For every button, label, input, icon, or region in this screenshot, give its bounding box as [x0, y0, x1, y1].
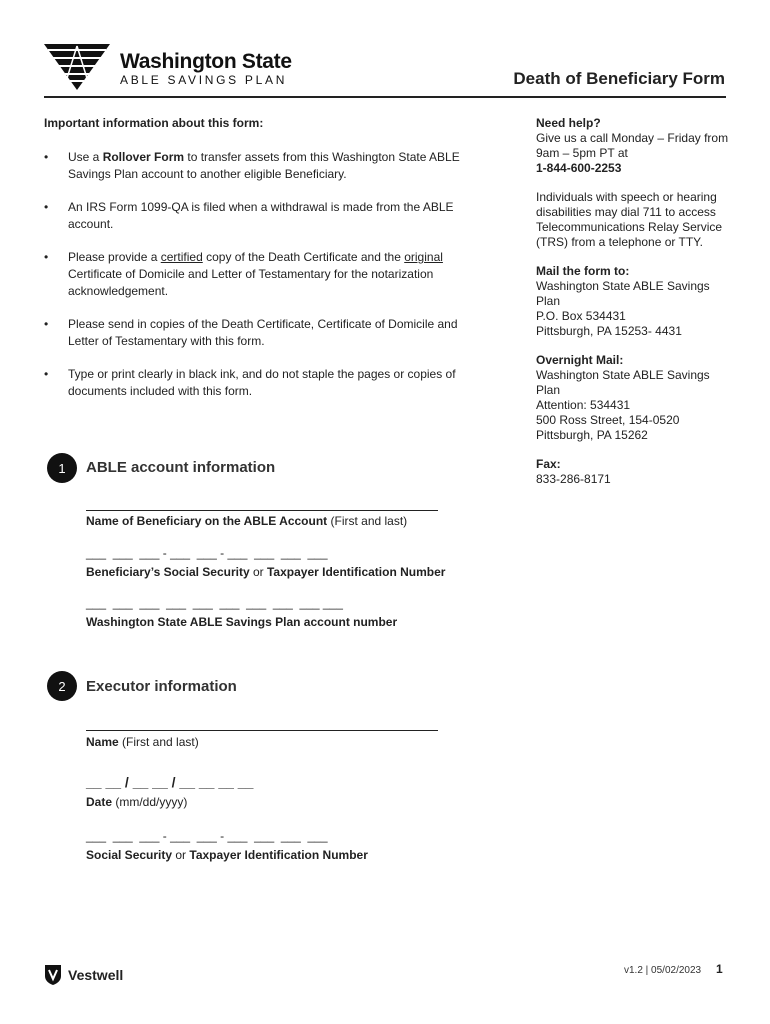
info-bullet-ink: • Type or print clearly in black ink, and do not staple the pages or copies of documents included with this form. [44, 366, 490, 400]
beneficiary-name-field[interactable] [86, 510, 438, 511]
vestwell-wordmark: Vestwell [68, 967, 124, 983]
overnight-line: Pittsburgh, PA 15262 [536, 428, 648, 442]
section-number-badge: 1 [47, 453, 77, 483]
mail-line: Pittsburgh, PA 15253- 4431 [536, 324, 682, 338]
overnight-line: Attention: 534431 [536, 398, 631, 412]
contact-sidebar [536, 116, 736, 487]
brand-subtitle: ABLE SAVINGS PLAN [120, 73, 288, 87]
executor-name-label: Name (First and last) [86, 735, 199, 749]
washington-able-logo-icon [44, 44, 110, 90]
account-number-field[interactable]: ___ ___ ___ ___ ___ ___ ___ ___ ___ ___ [86, 596, 343, 610]
executor-date-label: Date (mm/dd/yyyy) [86, 795, 188, 809]
executor-date-field[interactable]: __ __ / __ __ / __ __ __ __ [86, 774, 254, 790]
executor-name-field[interactable] [86, 730, 438, 731]
beneficiary-ssn-label: Beneficiary’s Social Security or Taxpayer Identification Number [86, 565, 446, 579]
info-bullet-rollover: • Use a Rollover Form to transfer assets from this Washington State ABLE Savings Plan account to another eligible Beneficiary. [44, 149, 490, 183]
help-title: Need help? [536, 116, 601, 130]
beneficiary-name-label: Name of Beneficiary on the ABLE Account (First and last) [86, 514, 408, 528]
fax-title: Fax: [536, 457, 561, 471]
vestwell-logo [44, 964, 123, 986]
info-bullet-list [44, 149, 490, 416]
info-bullet-1099: • An IRS Form 1099-QA is filed when a withdrawal is made from the ABLE account. [44, 199, 490, 233]
help-text: Give us a call Monday – Friday from 9am – 5pm PT at [536, 131, 729, 160]
executor-ssn-label: Social Security or Taxpayer Identification Number [86, 848, 368, 862]
mail-title: Mail the form to: [536, 264, 630, 278]
form-title: Death of Beneficiary Form [513, 69, 725, 88]
section-title-able-account: ABLE account information [86, 459, 276, 476]
section-title-executor: Executor information [86, 678, 237, 695]
account-number-label: Washington State ABLE Savings Plan account number [86, 615, 398, 629]
overnight-title: Overnight Mail: [536, 353, 624, 367]
beneficiary-ssn-field[interactable]: ___ ___ ___ - ___ ___ - ___ ___ ___ ___ [86, 546, 328, 560]
header-divider [44, 96, 726, 98]
info-bullet-copies: • Please send in copies of the Death Certificate, Certificate of Domicile and Letter of Testamentary with this form. [44, 316, 490, 350]
info-bullet-certificate: • Please provide a certified copy of the Death Certificate and the original Certificate of Domicile and Letter of Testamentary for the notarization acknowledgement. [44, 249, 490, 300]
mail-line: P.O. Box 534431 [536, 309, 626, 323]
help-phone: 1-844-600-2253 [536, 161, 622, 175]
executor-ssn-field[interactable]: ___ ___ ___ - ___ ___ - ___ ___ ___ ___ [86, 829, 328, 843]
tty-text: Individuals with speech or hearing disabilities may dial 711 to access Telecommunications Relay Service (TRS) from a telephone or TTY. [536, 190, 723, 249]
overnight-line: 500 Ross Street, 154-0520 [536, 413, 680, 427]
mail-line: Washington State ABLE Savings Plan [536, 279, 710, 308]
section-number-badge: 2 [47, 671, 77, 701]
brand-name: Washington State [120, 50, 292, 73]
info-title: Important information about this form: [44, 116, 264, 130]
fax-number: 833-286-8171 [536, 472, 611, 486]
page-number: 1 [716, 962, 723, 976]
version-date: v1.2 | 05/02/2023 [624, 965, 702, 976]
vestwell-shield-icon [44, 964, 62, 986]
overnight-line: Washington State ABLE Savings Plan [536, 368, 710, 397]
